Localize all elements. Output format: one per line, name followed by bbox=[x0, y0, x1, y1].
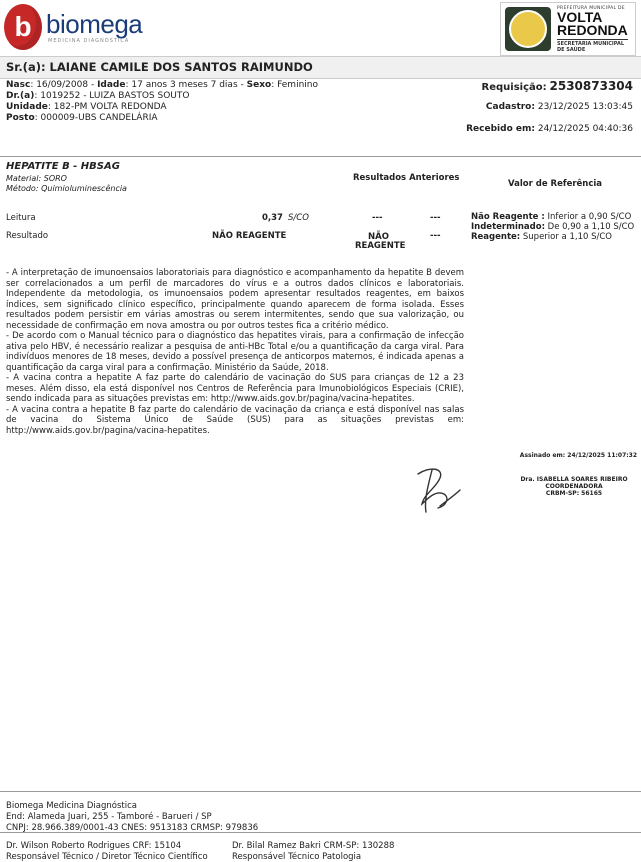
footer-doctor-2-role: Responsável Técnico Patologia bbox=[232, 852, 362, 862]
handwritten-signature bbox=[410, 460, 464, 516]
previous-results-header: Resultados Anteriores bbox=[353, 173, 460, 183]
biomega-logo bbox=[4, 4, 142, 50]
prefeitura-logo bbox=[500, 2, 636, 56]
footer-address: End: Alameda Juari, 255 - Tamboré - Barueri / SP bbox=[6, 812, 212, 822]
reference-header: Valor de Referência bbox=[508, 179, 603, 189]
cadastro-label: Cadastro: bbox=[485, 102, 535, 112]
city-crest-icon bbox=[505, 7, 551, 51]
ref-nr-value: Inferior a 0,90 S/CO bbox=[544, 212, 632, 222]
report-header bbox=[0, 0, 641, 56]
footer-divider bbox=[0, 832, 641, 833]
dr-label: Dr.(a) bbox=[6, 91, 35, 101]
sexo-value: : Feminino bbox=[271, 80, 318, 90]
metodo-label: Método: bbox=[6, 184, 39, 193]
patient-name: Sr.(a): LAIANE CAMILE DOS SANTOS RAIMUNDO bbox=[6, 60, 313, 74]
note-paragraph: - De acordo com o Manual técnico para o diagnóstico das hepatites virais, para a confirmação de infecção ativa pelo HBV, é necessário realizar a pesquisa de anti-HBc Total e/ou a quantificação da carga viral. Para indivíduos menores de 18 meses, devido a possível presença de anticorpos maternos, é indicada apenas a quantificação da carga viral para a confirmação. Ministério da Saúde, 2018. bbox=[6, 331, 464, 373]
material-value: SORO bbox=[43, 174, 67, 183]
requisicao-line bbox=[482, 79, 634, 93]
signatory-role: COORDENADORA bbox=[545, 483, 603, 490]
footer-doctor-1-role: Responsável Técnico / Diretor Técnico Científico bbox=[6, 852, 208, 862]
recebido-label: Recebido em: bbox=[466, 124, 535, 134]
idade-value: : 17 anos 3 meses 7 dias - bbox=[125, 80, 247, 90]
requisicao-label: Requisição: bbox=[481, 82, 547, 93]
requisicao-number: 2530873304 bbox=[549, 79, 633, 93]
resultado-prev-2: --- bbox=[430, 231, 441, 241]
footer-doctor-2: Dr. Bilal Ramez Bakri CRM-SP: 130288 bbox=[232, 841, 395, 851]
logo-subtitle: MEDICINA DIAGNÓSTICA bbox=[48, 38, 130, 44]
interpretation-notes bbox=[6, 268, 464, 436]
note-paragraph: - A vacina contra a hepatite B faz parte do calendário de vacinação da criança e está disponível nas salas de vacina do Sistema Único de Saúde (SUS) para as situações previstas em: http://www.aids.gov.br/pagina/vacina-hepatites. bbox=[6, 404, 464, 436]
leitura-unit: S/CO bbox=[288, 213, 309, 223]
biomega-logo-icon: b bbox=[4, 4, 42, 50]
sexo-label: Sexo bbox=[246, 80, 272, 90]
cadastro-line bbox=[486, 102, 633, 112]
resultado-prev-1a: NÃO bbox=[368, 232, 389, 242]
ref-r-label: Reagente: bbox=[471, 232, 521, 242]
leitura-label: Leitura bbox=[6, 213, 36, 223]
exam-title: HEPATITE B - HBSAG bbox=[6, 161, 120, 172]
prefeitura-top: PREFEITURA MUNICIPAL DE bbox=[557, 5, 625, 11]
dr-value: : 1019252 - LUIZA BASTOS SOUTO bbox=[34, 91, 190, 101]
patient-name-bar bbox=[0, 56, 641, 79]
footer-cnpj: CNPJ: 28.966.389/0001-43 CNES: 9513183 CRMSP: 979836 bbox=[6, 823, 259, 833]
prefeitura-city-1: VOLTA bbox=[557, 8, 603, 25]
posto-value: : 000009-UBS CANDELÁRIA bbox=[34, 113, 158, 123]
prefeitura-secretaria-1: SECRETARIA MUNICIPAL bbox=[557, 39, 628, 47]
unidade-value: : 182-PM VOLTA REDONDA bbox=[47, 102, 167, 112]
resultado-prev-1b: REAGENTE bbox=[355, 241, 406, 251]
ref-ind-label: Indeterminado: bbox=[471, 222, 545, 232]
nasc-value: : 16/09/2008 - bbox=[30, 80, 98, 90]
unidade-line bbox=[6, 102, 167, 112]
prefeitura-city-2: REDONDA bbox=[557, 21, 628, 38]
metodo-line bbox=[6, 184, 127, 193]
report-footer bbox=[0, 791, 641, 862]
recebido-value: 24/12/2025 04:40:36 bbox=[537, 124, 633, 134]
signature-date: Assinado em: 24/12/2025 11:07:32 bbox=[519, 452, 637, 459]
unidade-label: Unidade bbox=[6, 102, 48, 112]
leitura-prev-1: --- bbox=[372, 213, 383, 223]
posto-line bbox=[6, 113, 158, 123]
nasc-label: Nasc bbox=[6, 80, 31, 90]
doctor-line bbox=[6, 91, 189, 101]
ref-ind-value: De 0,90 a 1,10 S/CO bbox=[544, 222, 635, 232]
reference-values bbox=[471, 212, 637, 242]
material-label: Material: bbox=[6, 174, 42, 183]
section-divider bbox=[0, 156, 641, 157]
metodo-value: Quimioluminescência bbox=[41, 184, 127, 193]
cadastro-value: 23/12/2025 13:03:45 bbox=[537, 102, 633, 112]
prefeitura-secretaria-2: DE SAÚDE bbox=[557, 46, 586, 53]
ref-r-value: Superior a 1,10 S/CO bbox=[520, 232, 612, 242]
signatory-name: Dra. ISABELLA SOARES RIBEIRO bbox=[520, 476, 628, 483]
note-paragraph: - A vacina contra a hepatite A faz parte do calendário de vacinação do SUS para crianças de 12 a 23 meses. Além disso, ela está disponível nos Centros de Referência para Imunobiológicos Especiais (CRIE), sendo indicada para as situações previstas em: http://www.aids.gov.br/pagina/vacina-hepatites. bbox=[6, 373, 464, 404]
patient-birth-line bbox=[6, 80, 318, 90]
ref-nr-label: Não Reagente : bbox=[471, 212, 545, 222]
leitura-prev-2: --- bbox=[430, 213, 441, 223]
recebido-line bbox=[466, 124, 633, 134]
material-line bbox=[6, 174, 67, 183]
footer-company: Biomega Medicina Diagnóstica bbox=[6, 801, 137, 811]
signatory-block bbox=[508, 476, 640, 497]
footer-doctor-1: Dr. Wilson Roberto Rodrigues CRF: 15104 bbox=[6, 841, 182, 851]
signatory-crbm: CRBM-SP: 56165 bbox=[545, 490, 603, 497]
posto-label: Posto bbox=[6, 113, 35, 123]
note-paragraph: - A interpretação de imunoensaios laboratoriais para diagnóstico e acompanhamento da hepatite B devem ser correlacionados a um perfil de marcadores do vírus e a outros dados clínicos e laboratoriais. Independente da metodologia, os imunoensaios podem apresentar resultados reagentes, em baixos índices, sem significado clínico específico, principalmente quando aparecem de forma isolada. Esses resultados podem persistir em várias amostras ou serem intermitentes, sendo que sua valorização, ou necessidade de confirmação em nova amostra ou por outros testes fica a critério médico. bbox=[6, 268, 464, 331]
resultado-value: NÃO REAGENTE bbox=[212, 231, 287, 241]
idade-label: Idade bbox=[97, 80, 126, 90]
logo-name: biomega bbox=[46, 9, 143, 39]
leitura-value: 0,37 bbox=[262, 213, 283, 223]
resultado-label: Resultado bbox=[6, 231, 49, 241]
